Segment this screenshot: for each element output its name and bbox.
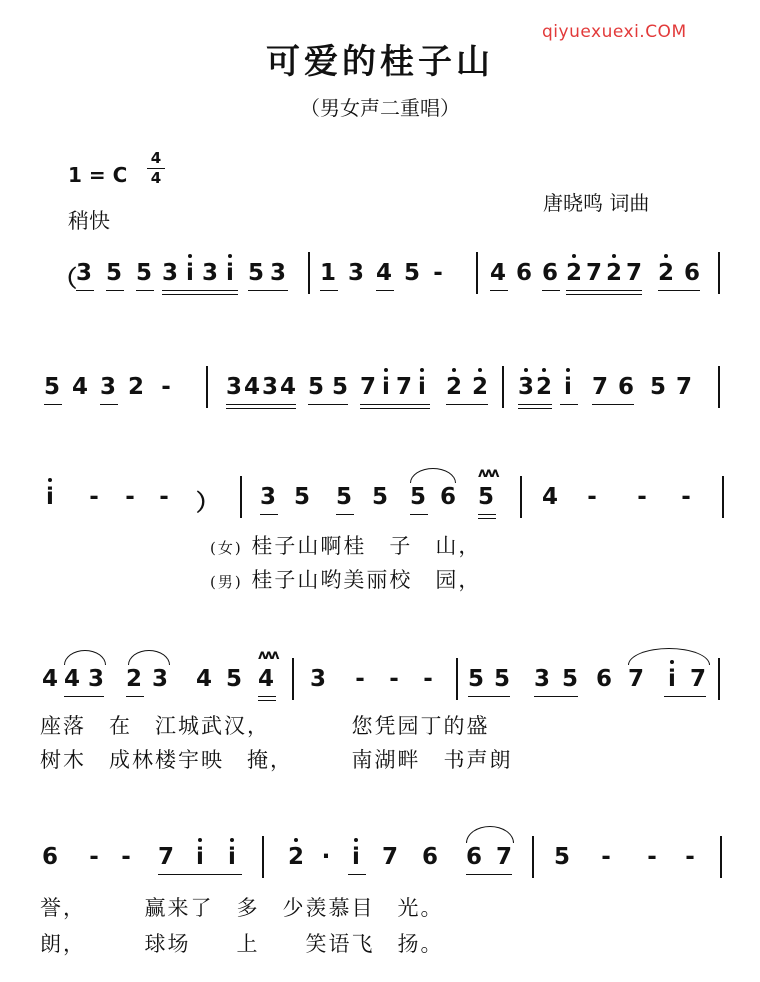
note: 2 <box>287 844 304 870</box>
beam <box>348 874 366 875</box>
note: 5 <box>371 484 388 510</box>
note: 5 <box>467 666 484 692</box>
note: - <box>355 666 365 692</box>
beam <box>336 514 354 515</box>
slur <box>466 826 514 843</box>
note: 4 <box>279 374 296 400</box>
beam <box>478 518 496 519</box>
beam <box>258 696 276 697</box>
barline <box>292 658 294 700</box>
barline <box>718 252 720 294</box>
beam <box>162 294 238 295</box>
note: 7 <box>157 844 174 870</box>
note: - <box>89 844 99 870</box>
note: i <box>46 484 54 510</box>
octave-dot <box>198 838 202 842</box>
note: 4 <box>243 374 260 400</box>
note: 2 <box>471 374 488 400</box>
note: 7 <box>591 374 608 400</box>
beam <box>376 290 394 291</box>
note: · <box>321 844 331 870</box>
lyric-line-1: 誉， 赢来了 多 少羡慕目 光。 <box>40 896 444 920</box>
barline <box>262 836 264 878</box>
barline <box>720 836 722 878</box>
note: i <box>668 666 676 692</box>
note: - <box>433 260 443 286</box>
note: 2 <box>565 260 582 286</box>
intro-paren: （ <box>54 266 77 292</box>
note: 5 <box>331 374 348 400</box>
note: 7 <box>675 374 692 400</box>
octave-dot <box>188 254 192 258</box>
barline <box>520 476 522 518</box>
octave-dot <box>664 254 668 258</box>
note: - <box>423 666 433 692</box>
note: 7 <box>689 666 706 692</box>
note: - <box>389 666 399 692</box>
beam <box>44 404 62 405</box>
note: i <box>418 374 426 400</box>
note: 2 <box>535 374 552 400</box>
note: 3 <box>269 260 286 286</box>
note: 4 <box>41 666 58 692</box>
beam <box>466 874 512 875</box>
watermark: qiyuexuexi.COM <box>542 22 687 42</box>
beam <box>592 404 634 405</box>
note: i <box>228 844 236 870</box>
beam <box>226 408 296 409</box>
time-signature <box>147 150 165 187</box>
note: i <box>382 374 390 400</box>
barline <box>308 252 310 294</box>
note: i <box>564 374 572 400</box>
lyric-tag-male: (男) <box>210 573 243 591</box>
song-title: 可爱的桂子山 <box>266 42 494 82</box>
note: i <box>186 260 194 286</box>
note: - <box>121 844 131 870</box>
beam <box>136 290 154 291</box>
tempo-marking: 稍快 <box>68 209 110 233</box>
beam <box>320 290 338 291</box>
note: 5 <box>247 260 264 286</box>
note: - <box>125 484 135 510</box>
barline <box>206 366 208 408</box>
note: i <box>196 844 204 870</box>
note: 4 <box>541 484 558 510</box>
note: i <box>352 844 360 870</box>
note: 3 <box>161 260 178 286</box>
note: 2 <box>125 666 142 692</box>
barline <box>718 658 720 700</box>
note: - <box>681 484 691 510</box>
octave-dot <box>452 368 456 372</box>
beam <box>248 290 288 291</box>
note: 2 <box>445 374 462 400</box>
octave-dot <box>384 368 388 372</box>
note: 6 <box>595 666 612 692</box>
beam <box>360 404 430 405</box>
note: - <box>601 844 611 870</box>
octave-dot <box>612 254 616 258</box>
note: 4 <box>71 374 88 400</box>
note: 7 <box>395 374 412 400</box>
note: - <box>89 484 99 510</box>
note: 6 <box>421 844 438 870</box>
note: 3 <box>201 260 218 286</box>
note: 5 <box>649 374 666 400</box>
note: 3 <box>99 374 116 400</box>
barline <box>502 366 504 408</box>
note: 5 <box>293 484 310 510</box>
beam <box>560 404 578 405</box>
note: 2 <box>657 260 674 286</box>
lyric-line-1: 座落 在 江城武汉， 您凭园丁的盛 <box>40 714 490 738</box>
mordent-mark: ʌʌʌ <box>478 466 498 481</box>
beam <box>100 404 118 405</box>
beam <box>360 408 430 409</box>
lyric-line-2: 朗， 球场 上 笑语飞 扬。 <box>40 932 444 956</box>
beam <box>226 404 296 405</box>
beam <box>64 696 104 697</box>
lyric-text-male: 桂子山哟美丽校 园， <box>251 568 482 592</box>
beam <box>162 290 238 291</box>
note: 5 <box>225 666 242 692</box>
note: 3 <box>517 374 534 400</box>
meter-bottom: 4 <box>150 169 162 187</box>
octave-dot <box>478 368 482 372</box>
note: 6 <box>465 844 482 870</box>
note: 5 <box>43 374 60 400</box>
barline <box>722 476 724 518</box>
octave-dot <box>294 838 298 842</box>
beam <box>478 514 496 515</box>
note: 5 <box>307 374 324 400</box>
lyric-line-male <box>210 564 481 594</box>
note: 3 <box>533 666 550 692</box>
note: 5 <box>553 844 570 870</box>
beam <box>468 696 510 697</box>
octave-dot <box>228 254 232 258</box>
note: 5 <box>409 484 426 510</box>
note: 5 <box>135 260 152 286</box>
barline <box>532 836 534 878</box>
note: 4 <box>195 666 212 692</box>
note: 3 <box>151 666 168 692</box>
beam <box>446 404 488 405</box>
note: 5 <box>561 666 578 692</box>
note: - <box>685 844 695 870</box>
octave-dot <box>572 254 576 258</box>
note: 6 <box>541 260 558 286</box>
note: 3 <box>75 260 92 286</box>
lyric-line-female <box>210 530 481 560</box>
note: 6 <box>683 260 700 286</box>
note: 2 <box>127 374 144 400</box>
note: ） <box>196 490 219 516</box>
octave-dot <box>230 838 234 842</box>
note: 1 <box>319 260 336 286</box>
octave-dot <box>524 368 528 372</box>
slur <box>628 648 710 665</box>
beam <box>566 290 642 291</box>
beam <box>258 700 276 701</box>
beam <box>410 514 428 515</box>
note: - <box>159 484 169 510</box>
note: 3 <box>87 666 104 692</box>
note: 4 <box>63 666 80 692</box>
beam <box>158 874 242 875</box>
note: 6 <box>617 374 634 400</box>
note: 3 <box>347 260 364 286</box>
note: 3 <box>225 374 242 400</box>
lyric-text-female: 桂子山啊桂 子 山， <box>251 534 482 558</box>
note: 7 <box>381 844 398 870</box>
note: 5 <box>335 484 352 510</box>
beam <box>260 514 278 515</box>
barline <box>456 658 458 700</box>
composer-credit: 唐晓鸣 词曲 <box>543 191 650 215</box>
note: i <box>226 260 234 286</box>
note: 7 <box>495 844 512 870</box>
mordent-mark: ʌʌʌ <box>258 648 278 663</box>
note: - <box>637 484 647 510</box>
lyric-tag-female: (女) <box>210 539 243 557</box>
beam <box>106 290 124 291</box>
note: 5 <box>493 666 510 692</box>
meter-top: 4 <box>150 149 162 167</box>
octave-dot <box>566 368 570 372</box>
note: 2 <box>605 260 622 286</box>
beam <box>542 290 560 291</box>
key-signature: 1 = C <box>68 163 128 187</box>
slur <box>64 650 106 665</box>
beam <box>490 290 508 291</box>
note: - <box>161 374 171 400</box>
note: 4 <box>489 260 506 286</box>
beam <box>76 290 94 291</box>
barline <box>476 252 478 294</box>
octave-dot <box>354 838 358 842</box>
octave-dot <box>48 478 52 482</box>
note: 7 <box>627 666 644 692</box>
barline <box>240 476 242 518</box>
beam <box>518 408 552 409</box>
octave-dot <box>420 368 424 372</box>
note: 5 <box>105 260 122 286</box>
slur <box>128 650 170 665</box>
octave-dot <box>542 368 546 372</box>
note: 7 <box>585 260 602 286</box>
beam <box>308 404 348 405</box>
barline <box>718 366 720 408</box>
note: 7 <box>625 260 642 286</box>
slur <box>410 468 456 483</box>
song-subtitle: （男女声二重唱） <box>300 96 460 120</box>
note: 6 <box>41 844 58 870</box>
beam <box>664 696 706 697</box>
beam <box>566 294 642 295</box>
note: 3 <box>309 666 326 692</box>
beam <box>126 696 144 697</box>
note: 4 <box>257 666 274 692</box>
beam <box>658 290 700 291</box>
beam <box>518 404 552 405</box>
note: 6 <box>515 260 532 286</box>
note: - <box>587 484 597 510</box>
note: 7 <box>359 374 376 400</box>
note: 5 <box>403 260 420 286</box>
note: 5 <box>477 484 494 510</box>
note: - <box>647 844 657 870</box>
note: 3 <box>261 374 278 400</box>
note: 4 <box>375 260 392 286</box>
note: 6 <box>439 484 456 510</box>
lyric-line-2: 树木 成林楼宇映 掩， 南湖畔 书声朗 <box>40 748 513 772</box>
note: 3 <box>259 484 276 510</box>
beam <box>534 696 578 697</box>
